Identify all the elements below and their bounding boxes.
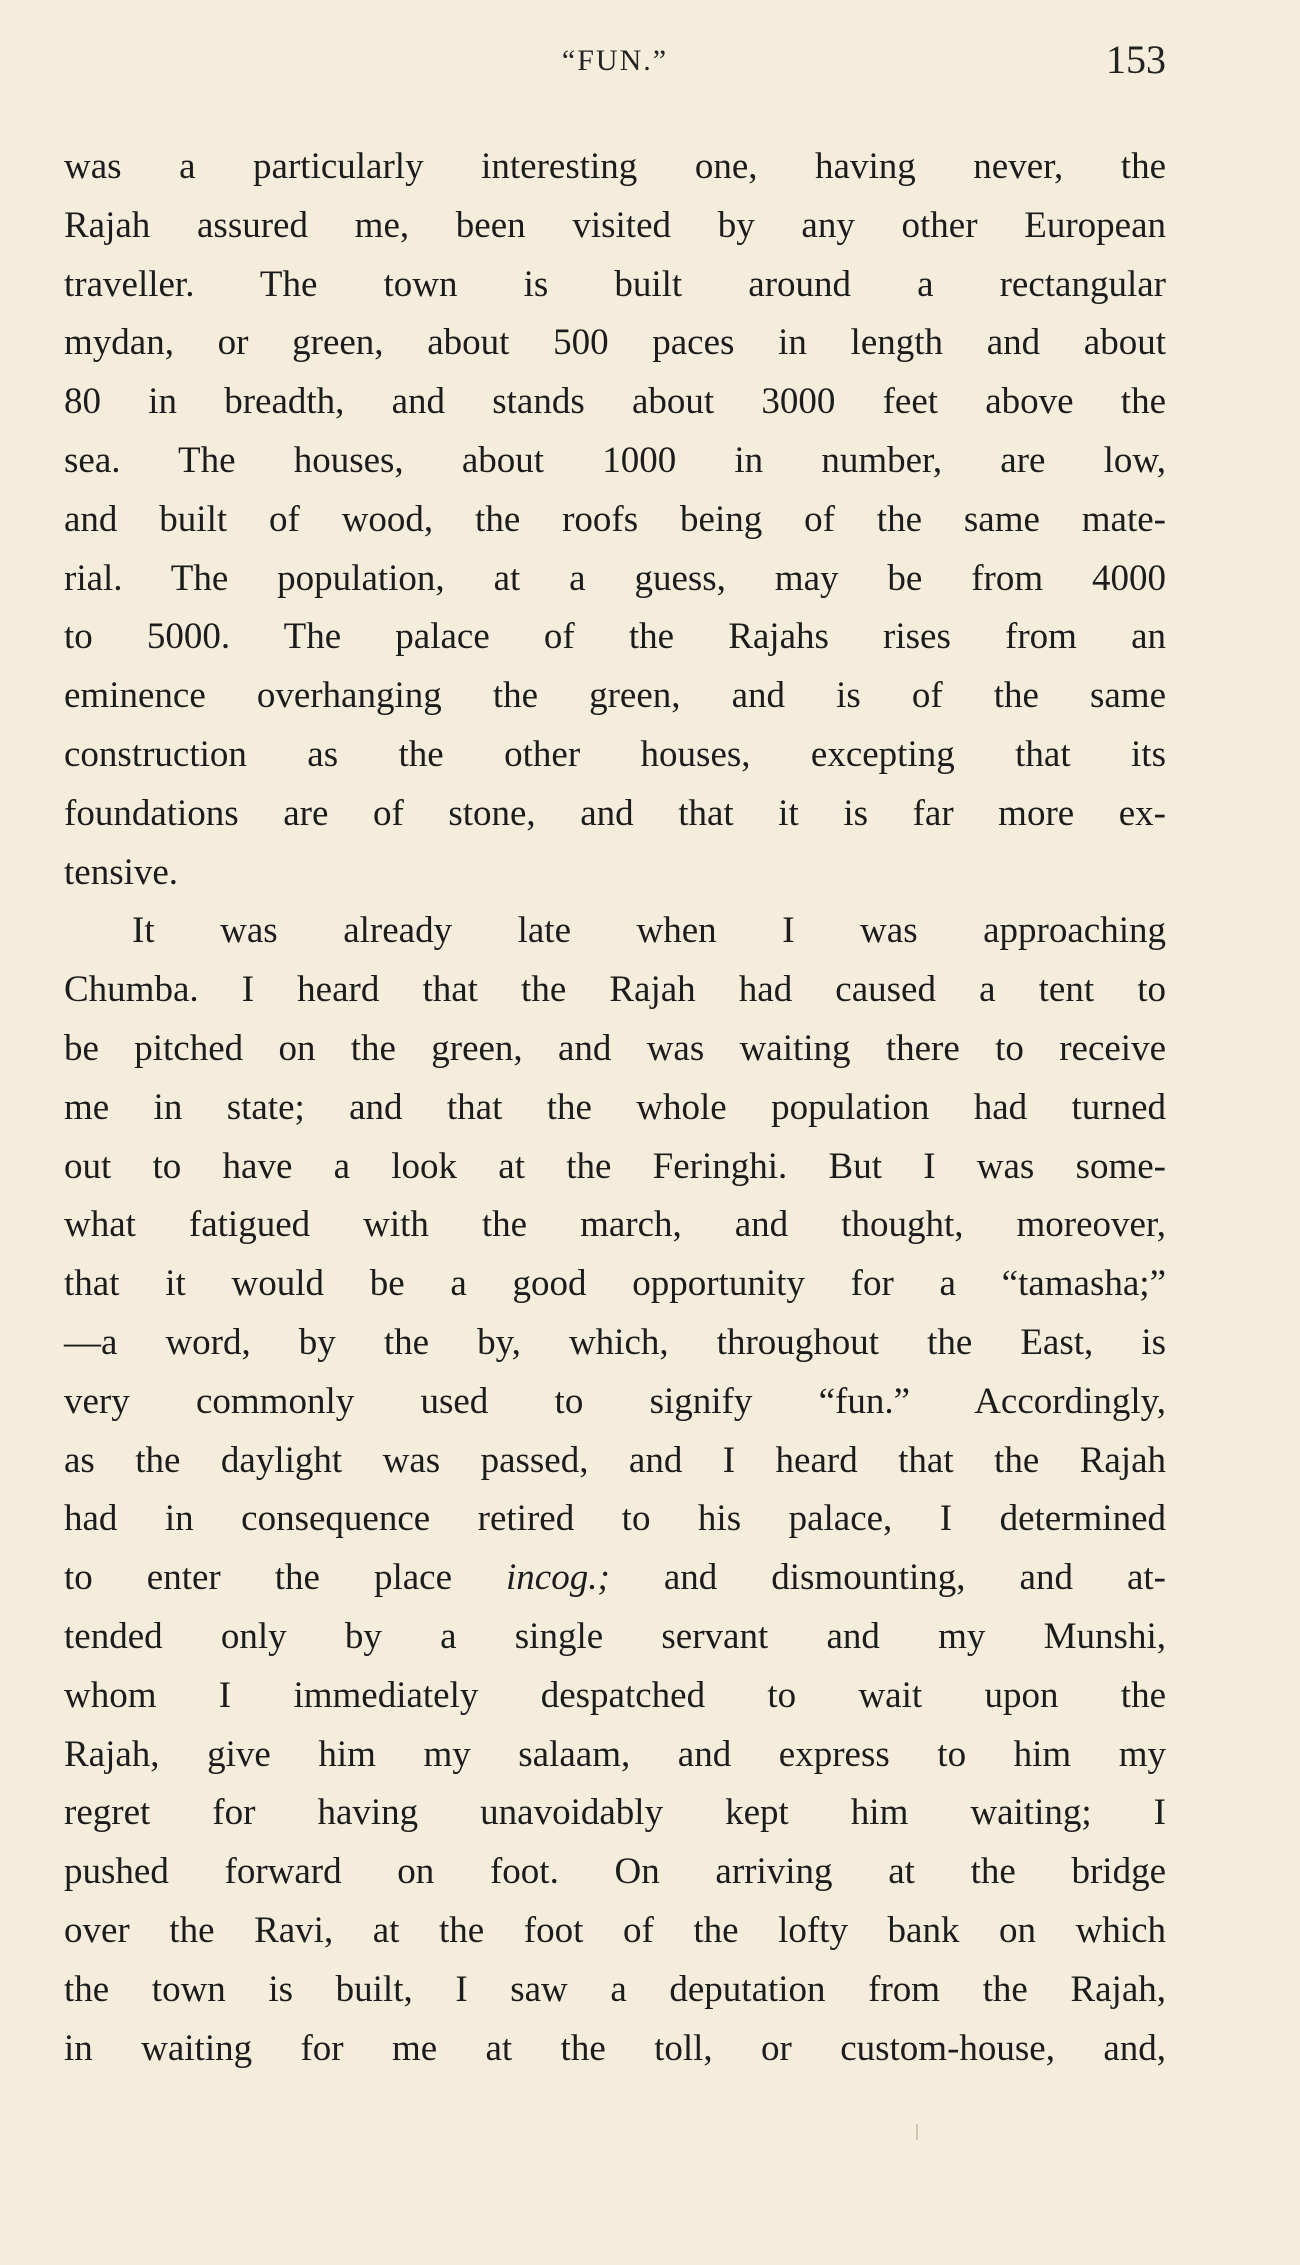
text-line: 80 in breadth, and stands about 3000 feet above the	[64, 381, 1166, 423]
text-fragment: and dismounting, and at-	[609, 1557, 1166, 1599]
text-line: very commonly used to signify “fun.” Accordingly,	[64, 1380, 1166, 1422]
italic-text: incog.;	[506, 1557, 610, 1599]
text-line: Chumba. I heard that the Rajah had caused a tent to	[64, 969, 1166, 1011]
text-line: in waiting for me at the toll, or custom-house, and,	[64, 2027, 1166, 2069]
text-line: the town is built, I saw a deputation from the Rajah,	[64, 1968, 1166, 2010]
text-line: Rajah assured me, been visited by any other European	[64, 204, 1166, 246]
text-line: what fatigued with the march, and thought, moreover,	[64, 1204, 1166, 1246]
text-line: It was already late when I was approaching	[132, 910, 1166, 952]
text-line: tensive.	[64, 851, 179, 893]
text-line: had in consequence retired to his palace, I determined	[64, 1498, 1166, 1540]
text-line: sea. The houses, about 1000 in number, are low,	[64, 439, 1166, 481]
text-line: out to have a look at the Feringhi. But I was some-	[64, 1145, 1166, 1187]
page-header	[64, 36, 1166, 96]
text-line: whom I immediately despatched to wait upon the	[64, 1674, 1166, 1716]
running-head: “FUN.”	[561, 44, 669, 77]
text-line: that it would be a good opportunity for a “tamasha;”	[64, 1263, 1166, 1305]
text-line: as the daylight was passed, and I heard that the Rajah	[64, 1439, 1166, 1481]
text-line: regret for having unavoidably kept him waiting; I	[64, 1792, 1166, 1834]
text-line: rial. The population, at a guess, may be from 4000	[64, 557, 1166, 599]
text-line: be pitched on the green, and was waiting there to receive	[64, 1027, 1166, 1069]
text-line: pushed forward on foot. On arriving at the bridge	[64, 1851, 1166, 1893]
text-line: —a word, by the by, which, throughout the East, is	[64, 1321, 1166, 1363]
text-line: to 5000. The palace of the Rajahs rises from an	[64, 616, 1166, 658]
text-line: mydan, or green, about 500 paces in length and about	[64, 322, 1166, 364]
body-text	[64, 138, 1166, 2078]
text-line	[64, 1549, 1166, 1608]
text-line: foundations are of stone, and that it is far more ex-	[64, 792, 1166, 834]
text-line: over the Ravi, at the foot of the lofty bank on which	[64, 1909, 1166, 1951]
print-mark	[916, 2124, 918, 2140]
text-line: Rajah, give him my salaam, and express to him my	[64, 1733, 1166, 1775]
text-line: eminence overhanging the green, and is of the same	[64, 675, 1166, 717]
text-line: was a particularly interesting one, having never, the	[64, 146, 1166, 187]
page-number: 153	[1106, 37, 1166, 82]
text-line: me in state; and that the whole population had turned	[64, 1086, 1166, 1128]
text-line: and built of wood, the roofs being of the same mate-	[64, 498, 1166, 540]
text-fragment: to enter the place	[64, 1557, 507, 1599]
text-line: construction as the other houses, excepting that its	[64, 733, 1166, 775]
text-line: tended only by a single servant and my Munshi,	[64, 1615, 1166, 1657]
text-line: traveller. The town is built around a rectangular	[64, 263, 1166, 305]
